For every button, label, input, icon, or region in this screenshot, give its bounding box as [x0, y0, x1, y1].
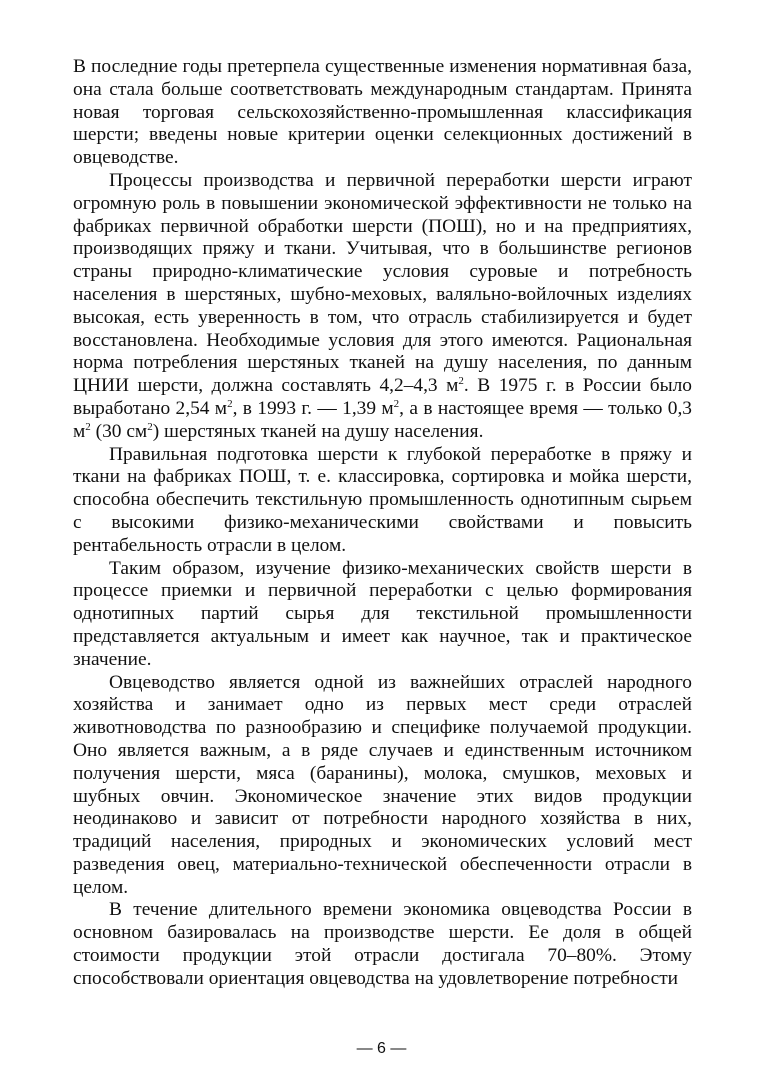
superscript: 2: [458, 375, 464, 388]
paragraph: Правильная подготовка шерсти к глубокой переработке в пряжу и ткани на фабриках ПОШ, т. е. классировка, сортировка и мойка шерсти, способна обеспечить текстильную промышленность однотипным сырьем с высокими физико-механическими свойствами и повысить рентабельность отрасли в целом.: [73, 443, 692, 556]
paragraph: Овцеводство является одной из важнейших отраслей народного хозяйства и занимает одно из первых мест среди отраслей животноводства по разнообразию и специфике получаемой продукции. Оно является важным, а в ряде случаев и единственным источником получения шерсти, мяса (баранины), молока, смушков, меховых и шубных овчин. Экономическое значение этих видов продукции неодинаково и зависит от потребности народного хозяйства в них, традиций населения, природных и экономических условий мест разведения овец, материально-технической обеспеченности отрасли в целом.: [73, 671, 692, 898]
superscript: 2: [393, 397, 400, 410]
paragraph: В последние годы претерпела существенные изменения нормативная база, она стала больше соответствовать международным стандартам. Принята новая торговая сельскохозяйственно-промышленная классификация шерсти; введены новые критерии оценки селекционных достижений в овцеводстве.: [73, 56, 692, 169]
superscript: 2: [227, 397, 233, 410]
paragraph-text: Процессы производства и первичной переработки шерсти играют огромную роль в повышении экономической эффективности не только на фабриках первичной обработки шерсти (ПОШ), но и на предприятиях, производящих пряжу и ткани. Учитывая, что в большинстве регионов страны природно-климатические условия суровые и потребность населения в шерстяных, шубно-меховых, валяльно-войлочных изделиях высокая, есть уверенность в том, что отрасль стабилизируется и будет восстановлена. Необходимые условия для этого имеются. Рациональная норма потребления шерстяных тканей на душу населения, по данным ЦНИИ шерсти, должна составлять 4,2–4,3 м: [73, 169, 692, 397]
paragraph: Таким образом, изучение физико-механических свойств шерсти в процессе приемки и первичной переработки с целью формирования однотипных партий сырья для текстильной промышленности представляется актуальным и имеет как научное, так и практическое значение.: [73, 557, 692, 670]
page-body: [73, 56, 692, 991]
superscript: 2: [85, 420, 91, 433]
paragraph-text: , а в настоящее время — только 0,3 м: [73, 397, 692, 442]
superscript: 2: [147, 420, 153, 433]
paragraph-text: . В 1975 г. в России было выработано 2,54 м: [73, 375, 692, 419]
paragraph-text: (30 см: [90, 420, 148, 442]
paragraph-text: , в 1993 г. — 1,39 м: [232, 397, 394, 419]
paragraph-wool-consumption: [73, 170, 692, 444]
page-number: — 6 —: [356, 1040, 407, 1057]
paragraph-text: ) шерстяных тканей на душу населения.: [152, 420, 484, 442]
paragraph: В течение длительного времени экономика овцеводства России в основном базировалась на производстве шерсти. Ее доля в общей стоимости продукции этой отрасли достигала 70–80%. Этому способствовали ориентация овцеводства на удовлетворение потребности: [73, 899, 692, 989]
